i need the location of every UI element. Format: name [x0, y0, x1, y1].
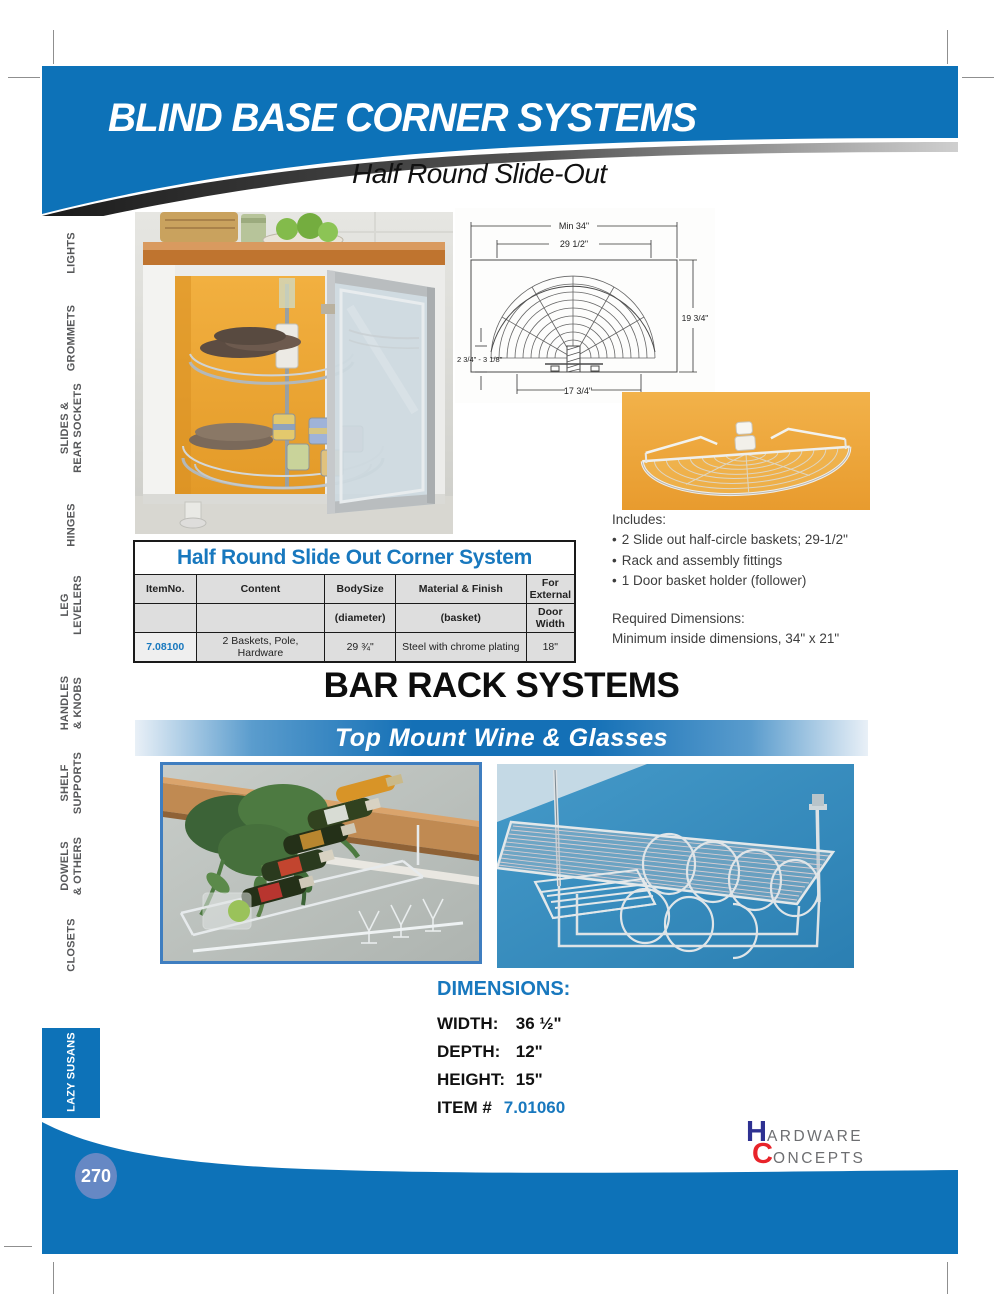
bar-rack-banner [135, 720, 868, 756]
page-number: 270 [80, 1166, 112, 1186]
cell-content: 2 Baskets, Pole, Hardware [196, 633, 325, 663]
bullet: • [612, 552, 617, 568]
crop-mark [4, 1246, 32, 1247]
page-subtitle: Half Round Slide-Out [352, 158, 607, 189]
footer-swoosh [42, 1118, 958, 1258]
diagram-dim-top: Min 34" [558, 221, 590, 231]
includes-heading: Includes: [612, 512, 667, 527]
wine-rack-photo-frame [160, 762, 482, 964]
required-dimensions-text: Minimum inside dimensions, 34" x 21" [612, 631, 840, 647]
diagram-dim-right: 19 3/4" [681, 313, 709, 323]
diagram-dim-inner: 29 1/2" [559, 239, 589, 249]
col-bodysize: BodySize [325, 575, 396, 604]
bar-rack-title: BAR RACK SYSTEMS [323, 666, 680, 705]
table-row [134, 633, 575, 663]
bullet: • [612, 572, 617, 588]
includes-block [612, 510, 948, 650]
bar-rack-photo [497, 764, 854, 968]
half-round-diagram [455, 208, 715, 403]
cell-body-size: 29 ¾" [325, 633, 396, 663]
dimensions-heading: DIMENSIONS: [437, 978, 571, 1000]
crop-mark [947, 30, 948, 64]
includes-item: • 1 Door basket holder (follower) [612, 571, 948, 591]
dimension-depth: DEPTH: 12" [437, 1042, 543, 1061]
header-swoosh [42, 66, 958, 216]
cell-material: Steel with chrome plating [395, 633, 526, 663]
page-title: BLIND BASE CORNER SYSTEMS [108, 96, 696, 140]
item-number-value: 7.01060 [503, 1098, 566, 1117]
basket-photo [622, 392, 870, 510]
col-doorwidth: For External [526, 575, 575, 604]
crop-mark [8, 77, 40, 78]
corner-system-table: Half Round Slide Out Corner System ItemNo. Content BodySize Material & Finish For External (diameter) (basket) Door Width 7.08100 2 Baskets, Pole, Hardware 29 ¾" Steel with chrome plating 18" [133, 540, 576, 663]
table-title: Half Round Slide Out Corner System [134, 541, 575, 575]
crop-mark [947, 1262, 948, 1294]
col-content: Content [196, 575, 325, 604]
crop-mark [53, 1262, 54, 1294]
cell-item-no: 7.08100 [134, 633, 196, 663]
catalog-page: BLIND BASE CORNER SYSTEMS Half Round Slide-Out LIGHTS GROMMETS SLIDES & REAR SOCKETS HINGES LEG LEVELERS HANDLES & KNOBS SHELF SUPPORTS DOWELS & OTHERS CLOSETS LAZY SUSANS Min 34" 29 1/2" 19 3/4" 17 3/4" 2 3/4" - 3 1/8" Includes: • 2 Slide out half-circle baskets; 29-1/2" • Rack and assembly fittings • 1 Door basket holder (follower) Required Dimensions: Minimum inside dimensions, 34" x 21" Half Round Slide Out Corner System ItemNo. Content BodySize Material & Finish For External (diameter) (basket) Door Width 7.08100 2 Baskets, Pole, Hardware 29 ¾" Steel with chrome plating 18" BAR RACK SYSTEMS Top Mount Wine & Glasses DIMENSIONS: WIDTH: 36 ½" DEPTH: 12" HEIGHT: 15" ITEM # 7.01060 HARDWARE CONCEPTS 270 [0, 0, 1000, 1300]
includes-item: • 2 Slide out half-circle baskets; 29-1/2" [612, 530, 948, 550]
bar-rack-subtitle: Top Mount Wine & Glasses [334, 723, 669, 752]
bullet: • [612, 532, 617, 548]
wine-rack-photo [163, 765, 479, 961]
includes-item: • Rack and assembly fittings [612, 551, 948, 571]
crop-mark [53, 30, 54, 64]
cell-door-width: 18" [526, 633, 575, 663]
diagram-dim-bottom: 17 3/4" [563, 386, 593, 396]
col-material: Material & Finish [395, 575, 526, 604]
item-number-row: ITEM # 7.01060 [437, 1098, 566, 1117]
dimension-height: HEIGHT: 15" [437, 1070, 543, 1089]
diagram-dim-left: 2 3/4" - 3 1/8" [457, 355, 503, 364]
required-dimensions-heading: Required Dimensions: [612, 611, 745, 626]
dimension-width: WIDTH: 36 ½" [437, 1014, 562, 1033]
col-itemno: ItemNo. [134, 575, 196, 604]
crop-mark [962, 77, 994, 78]
cabinet-photo [135, 212, 453, 534]
hardware-concepts-logo: HARDWARE CONCEPTS [746, 1116, 866, 1170]
